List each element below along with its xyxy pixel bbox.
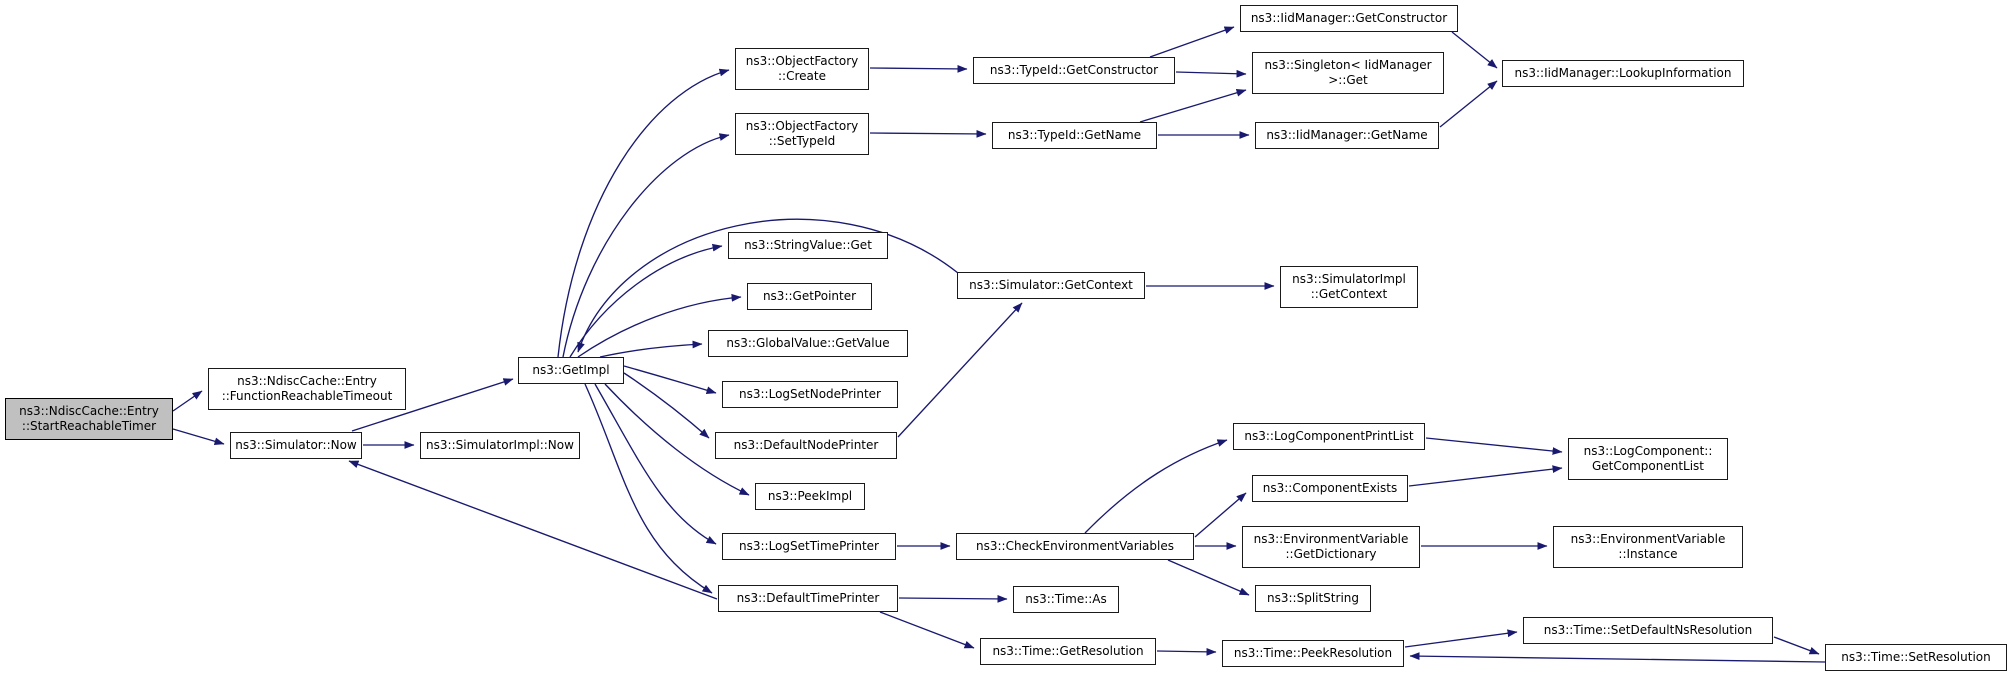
node-label-line: ns3::LogComponent:: bbox=[1583, 444, 1713, 458]
node-setdefns[interactable] bbox=[1523, 617, 1773, 644]
edge-tidgn-singleton bbox=[1140, 90, 1246, 122]
node-evgd[interactable] bbox=[1242, 526, 1420, 568]
node-label-line: ns3::Time::GetResolution bbox=[992, 644, 1144, 658]
edge-create-tidgc bbox=[870, 68, 967, 69]
edge-start-now bbox=[173, 429, 224, 444]
node-strget[interactable] bbox=[728, 232, 888, 259]
edge-dnp-simctx bbox=[898, 303, 1022, 437]
node-label-line: ns3::ObjectFactory bbox=[745, 119, 859, 133]
node-label-line: ns3::DefaultNodePrinter bbox=[733, 438, 879, 452]
node-create[interactable] bbox=[735, 48, 869, 90]
node-iidgn[interactable] bbox=[1255, 122, 1439, 149]
node-tidgn[interactable] bbox=[992, 122, 1157, 149]
node-lookup[interactable] bbox=[1502, 60, 1744, 87]
node-timeas[interactable] bbox=[1013, 586, 1119, 613]
node-label-line: ns3::EnvironmentVariable bbox=[1570, 532, 1726, 546]
edge-dtp-timegr bbox=[880, 612, 974, 648]
node-label-line: ::GetContext bbox=[1310, 287, 1388, 301]
edge-cev-split bbox=[1168, 560, 1249, 595]
edge-dtp-now bbox=[349, 461, 717, 599]
edge-lcpl-lcgcl bbox=[1426, 438, 1562, 452]
node-label-line: ns3::Time::As bbox=[1025, 592, 1107, 606]
node-lcgcl[interactable] bbox=[1568, 438, 1728, 480]
node-lsnp[interactable] bbox=[722, 381, 898, 408]
node-label-line: ns3::NdiscCache::Entry bbox=[19, 404, 159, 418]
node-label-line: ns3::LogSetTimePrinter bbox=[738, 539, 879, 553]
node-now[interactable] bbox=[230, 432, 362, 459]
node-label-line: ns3::SimulatorImpl::Now bbox=[426, 438, 574, 452]
node-label-line: ns3::CheckEnvironmentVariables bbox=[976, 539, 1174, 553]
edge-getimpl-settypeid bbox=[563, 135, 729, 357]
node-setres[interactable] bbox=[1825, 644, 2007, 671]
node-label-line: ns3::PeekImpl bbox=[767, 489, 853, 503]
node-label-line: ns3::ObjectFactory bbox=[745, 54, 859, 68]
node-dnp[interactable] bbox=[715, 432, 897, 459]
edge-tidgc-iidgc bbox=[1150, 27, 1234, 57]
node-label-line: ns3::Simulator::Now bbox=[235, 438, 357, 452]
node-label-line: ns3::DefaultTimePrinter bbox=[736, 591, 880, 605]
edge-tidgc-singleton bbox=[1176, 72, 1246, 74]
node-label-line: ns3::Simulator::GetContext bbox=[969, 278, 1133, 292]
node-iidgc[interactable] bbox=[1240, 5, 1458, 32]
node-getptr[interactable] bbox=[747, 283, 872, 310]
node-label-line: ns3::EnvironmentVariable bbox=[1253, 532, 1409, 546]
node-timegr[interactable] bbox=[980, 638, 1156, 665]
node-simnow[interactable] bbox=[420, 432, 580, 459]
node-label-line: ::SetTypeId bbox=[768, 134, 836, 148]
edge-getimpl-create bbox=[558, 70, 729, 357]
node-label-line: ns3::StringValue::Get bbox=[744, 238, 872, 252]
edge-settypeid-tidgn bbox=[870, 133, 986, 134]
node-timepr[interactable] bbox=[1222, 640, 1404, 667]
node-peek[interactable] bbox=[755, 483, 865, 510]
edge-dtp-timeas bbox=[899, 598, 1007, 599]
edge-iidgc-lookup bbox=[1452, 32, 1497, 68]
edge-setres-timepr bbox=[1410, 656, 1825, 662]
node-start bbox=[5, 398, 173, 440]
edge-setdefns-setres bbox=[1774, 637, 1819, 654]
edge-start-frt bbox=[173, 391, 202, 411]
node-label-line: ns3::IidManager::GetConstructor bbox=[1250, 11, 1448, 25]
node-label-line: ::StartReachableTimer bbox=[21, 419, 157, 433]
node-label-line: ::Instance bbox=[1618, 547, 1678, 561]
node-label-line: GetComponentList bbox=[1591, 459, 1705, 473]
edge-getimpl-lsnp bbox=[624, 366, 716, 393]
node-label-line: ns3::Singleton< IidManager bbox=[1264, 58, 1432, 72]
node-label-line: ns3::GetPointer bbox=[762, 289, 857, 303]
node-lstp[interactable] bbox=[722, 533, 896, 560]
node-split[interactable] bbox=[1255, 585, 1371, 612]
edge-getimpl-dtp bbox=[585, 384, 712, 593]
node-label-line: ns3::TypeId::GetName bbox=[1007, 128, 1142, 142]
node-settypeid[interactable] bbox=[735, 113, 869, 155]
node-label-line: ns3::GetImpl bbox=[532, 363, 610, 377]
node-gvget[interactable] bbox=[708, 330, 908, 357]
edge-cexists-lcgcl bbox=[1409, 468, 1562, 486]
node-getimpl[interactable] bbox=[518, 357, 624, 384]
node-label-line: ns3::IidManager::LookupInformation bbox=[1514, 66, 1732, 80]
node-label-line: ::GetDictionary bbox=[1285, 547, 1377, 561]
node-cev[interactable] bbox=[956, 533, 1194, 560]
node-label-line: ns3::GlobalValue::GetValue bbox=[726, 336, 890, 350]
node-label-line: ns3::NdiscCache::Entry bbox=[237, 374, 377, 388]
edge-getimpl-lstp bbox=[595, 384, 716, 544]
edge-getimpl-gvget bbox=[600, 344, 702, 357]
node-label-line: ns3::TypeId::GetConstructor bbox=[989, 63, 1159, 77]
edge-getimpl-dnp bbox=[624, 373, 709, 438]
node-label-line: ns3::LogSetNodePrinter bbox=[739, 387, 881, 401]
node-label-line: ns3::Time::PeekResolution bbox=[1233, 646, 1393, 660]
node-singleton[interactable] bbox=[1252, 52, 1444, 94]
node-frt[interactable] bbox=[208, 368, 406, 410]
node-label-line: ns3::SimulatorImpl bbox=[1292, 272, 1406, 286]
node-dtp[interactable] bbox=[718, 585, 898, 612]
node-simplctx[interactable] bbox=[1280, 266, 1418, 308]
node-label-line: ns3::Time::SetDefaultNsResolution bbox=[1543, 623, 1753, 637]
node-label-line: ns3::SplitString bbox=[1267, 591, 1359, 605]
node-label-line: ns3::LogComponentPrintList bbox=[1244, 429, 1414, 443]
edge-timepr-setdefns bbox=[1405, 632, 1517, 647]
node-label-line: >::Get bbox=[1328, 73, 1368, 87]
node-cexists[interactable] bbox=[1252, 475, 1408, 502]
edge-iidgn-lookup bbox=[1440, 81, 1497, 127]
node-label-line: ns3::ComponentExists bbox=[1262, 481, 1398, 495]
node-simctx[interactable] bbox=[957, 272, 1145, 299]
node-label-line: ns3::Time::SetResolution bbox=[1841, 650, 1991, 664]
node-lcpl[interactable] bbox=[1233, 423, 1425, 450]
edge-getimpl-strget bbox=[570, 246, 722, 357]
node-label-line: ::FunctionReachableTimeout bbox=[221, 389, 393, 403]
node-evinst[interactable] bbox=[1553, 526, 1743, 568]
node-label-line: ::Create bbox=[778, 69, 826, 83]
node-label-line: ns3::IidManager::GetName bbox=[1266, 128, 1428, 142]
edge-timegr-timepr bbox=[1157, 651, 1216, 652]
node-tidgc[interactable] bbox=[973, 57, 1175, 84]
edge-cev-lcpl bbox=[1085, 440, 1227, 533]
edge-cev-cexists bbox=[1195, 493, 1246, 537]
